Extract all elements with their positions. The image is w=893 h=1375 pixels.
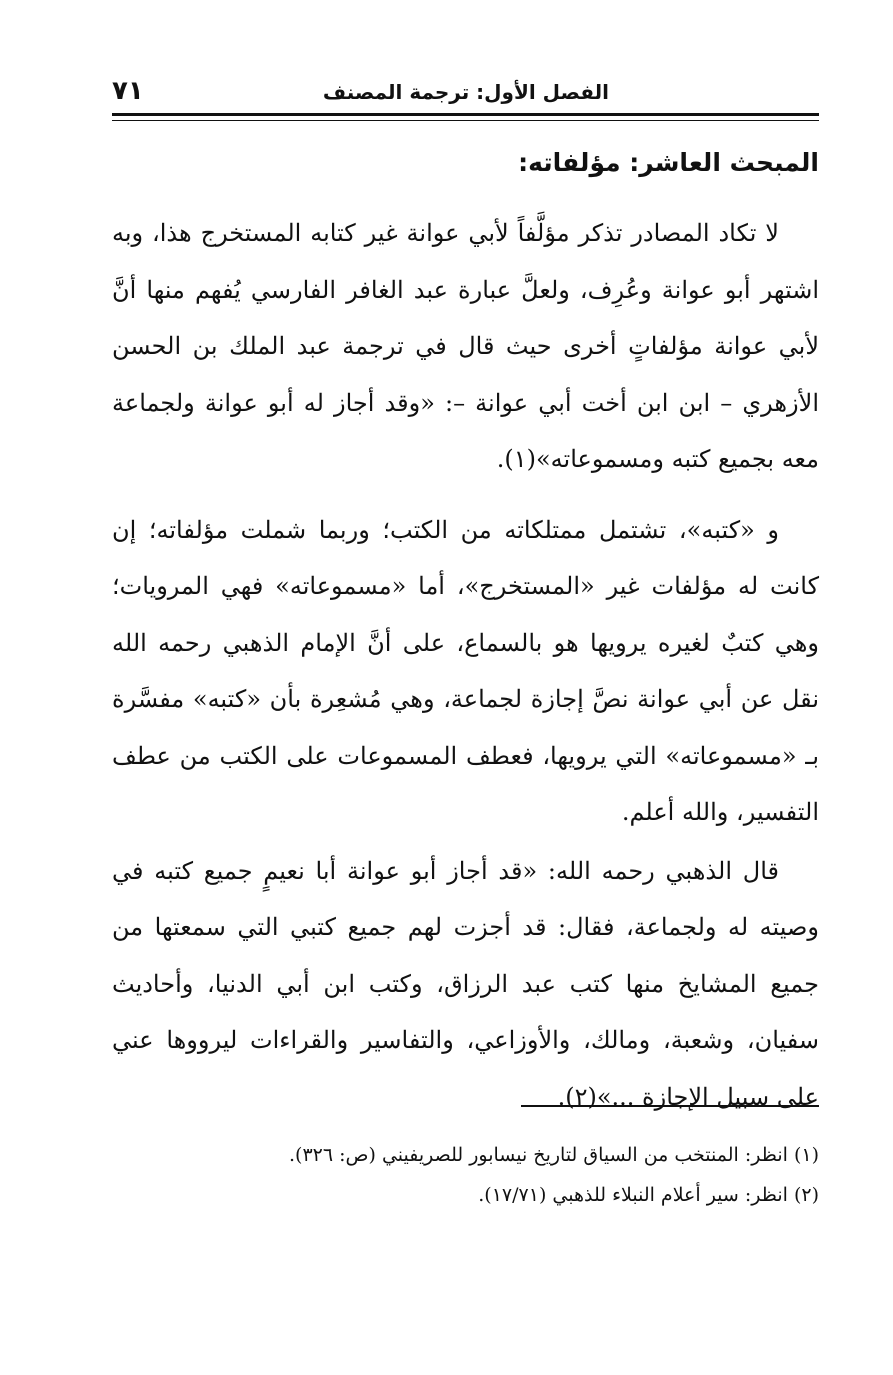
body-text: [112, 205, 819, 1125]
footnote-2: (٢) انظر: سير أعلام النبلاء للذهبي (١٧/٧١).: [478, 1184, 819, 1206]
footnote-separator: [521, 1105, 819, 1107]
page-number: ٧١: [112, 76, 144, 106]
paragraph-2: و «كتبه»، تشتمل ممتلكاته من الكتب؛ وربما شملت مؤلفاته؛ إن كانت له مؤلفات غير «المستخرج»، أما «مسموعاته» فهي المرويات؛ وهي كتبٌ لغيره يرويها هو بالسماع، على أنَّ الإمام الذهبي رحمه الله نقل عن أبي عوانة نصَّ إجازة لجماعة، وهي مُشعِرة بأن «كتبه» مفسَّرة بـ «مسموعاته» التي يرويها، فعطف المسموعات على الكتب من عطف التفسير، والله أعلم.: [112, 515, 820, 826]
chapter-title: الفصل الأول: ترجمة المصنف: [322, 80, 609, 104]
footnote-1: (١) انظر: المنتخب من السياق لتاريخ نيسابور للصريفيني (ص: ٣٢٦).: [289, 1144, 819, 1166]
section-heading: المبحث العاشر: مؤلفاته:: [518, 148, 819, 177]
paragraph-3: قال الذهبي رحمه الله: «قد أجاز أبو عوانة أبا نعيمٍ جميع كتبه في وصيته له ولجماعة، فقال: قد أجزت لهم جميع كتبي التي سمعتها من جميع المشايخ منها كتب عبد الرزاق، وكتب ابن أبي الدنيا، وأحاديث سفيان، وشعبة، ومالك، والأوزاعي، والتفاسير والقراءات ليرووها عني على سبيل الإجازة ...»(٢).: [112, 856, 820, 1111]
paragraph-1: لا تكاد المصادر تذكر مؤلَّفاً لأبي عوانة غير كتابه المستخرج هذا، وبه اشتهر أبو عوانة وعُرِف، ولعلَّ عبارة عبد الغافر الفارسي يُفهم منها أنَّ لأبي عوانة مؤلفاتٍ أخرى حيث قال في ترجمة عبد الملك بن الحسن الأزهري – ابن ابن أخت أبي عوانة –: «وقد أجاز له أبو عوانة ولجماعة معه بجميع كتبه ومسموعاته»(١).: [112, 219, 820, 473]
header-rule: [112, 113, 819, 121]
footnotes: [112, 1135, 819, 1215]
running-header: [112, 72, 819, 112]
